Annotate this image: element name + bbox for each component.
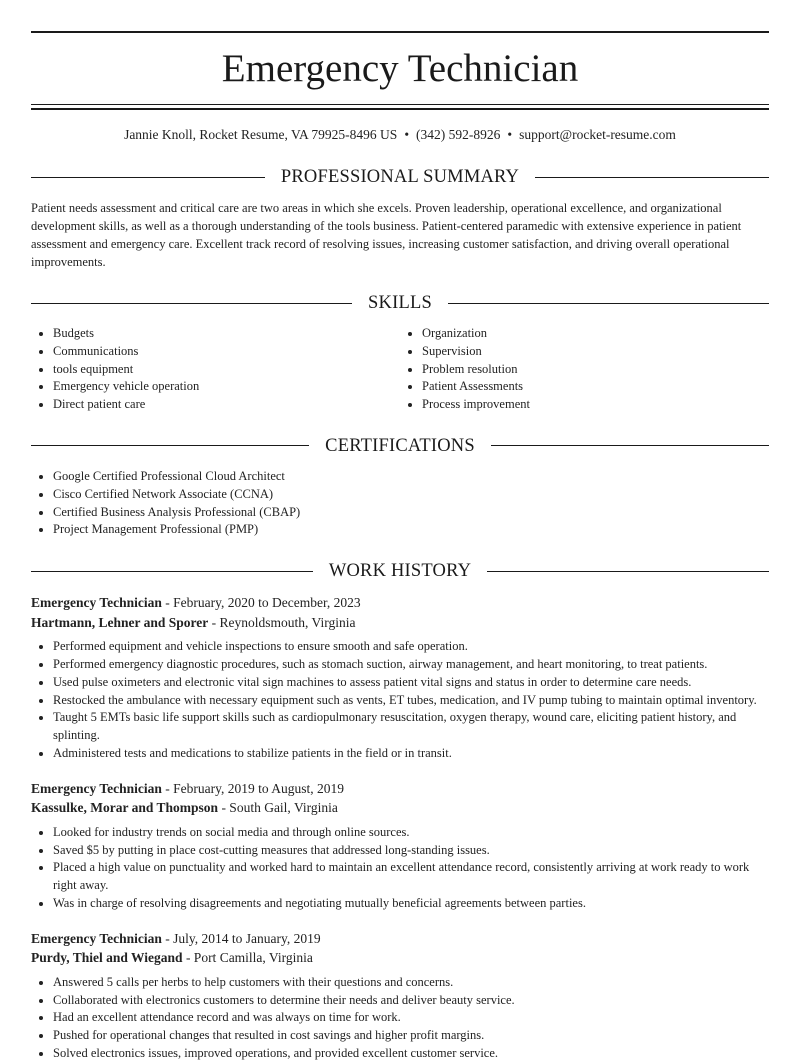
skill-item: • Emergency vehicle operation: [53, 378, 400, 396]
job-bullets: [31, 974, 769, 1063]
job-bullets: [31, 824, 769, 913]
resume-page: [31, 0, 769, 1063]
section-header-skills: [31, 291, 769, 315]
job-title: Emergency Technician: [31, 780, 162, 796]
section-rule: [31, 303, 352, 304]
skill-item: • Organization: [422, 325, 769, 343]
section-header-certifications: [31, 434, 769, 458]
contact-address: Jannie Knoll, Rocket Resume, VA 79925-8496 US: [124, 127, 398, 142]
job-bullets: [31, 638, 769, 763]
job-dates: - February, 2019 to August, 2019: [161, 780, 344, 796]
resume-title: Emergency Technician: [221, 47, 579, 90]
section-rule: [487, 571, 769, 572]
job-location: - Reynoldsmouth, Virginia: [208, 614, 356, 630]
job-bullet: • Used pulse oximeters and electronic vital sign machines to assess patient vital signs and status in order to determine care needs.: [53, 674, 769, 692]
section-rule: [31, 445, 309, 446]
job-title-line: [31, 929, 769, 949]
job-company: Purdy, Thiel and Wiegand: [31, 950, 183, 966]
skill-item: • Direct patient care: [53, 396, 400, 414]
certifications-list: [31, 468, 769, 539]
skills-list-left: [31, 325, 400, 414]
skill-item: • Patient Assessments: [422, 378, 769, 396]
section-header-summary: [31, 165, 769, 189]
section-rule: [491, 445, 769, 446]
job-bullet: • Collaborated with electronics customers to determine their needs and deliver beauty service.: [53, 992, 769, 1010]
skill-item: • Supervision: [422, 343, 769, 361]
contact-line: [31, 125, 769, 145]
job-bullet: • Restocked the ambulance with necessary equipment such as vents, ET tubes, medication, and IV pump tubing to maintain optimal inventory.: [53, 692, 769, 710]
skills-columns: [31, 325, 769, 414]
job-bullet: • Had an excellent attendance record and was always on time for work.: [53, 1009, 769, 1027]
job-dates: - July, 2014 to January, 2019: [161, 930, 321, 946]
job-bullet: • Looked for industry trends on social media and through online sources.: [53, 824, 769, 842]
job-title-line: [31, 593, 769, 613]
job-entry: [31, 929, 769, 1063]
section-rule: [31, 177, 265, 178]
job-bullet: • Performed emergency diagnostic procedures, such as stomach suction, airway management, and heart monitoring, to treat patients.: [53, 656, 769, 674]
section-title-work-history: WORK HISTORY: [328, 561, 472, 582]
job-bullet: • Solved electronics issues, improved operations, and provided excellent customer service.: [53, 1045, 769, 1063]
section-title-certifications: CERTIFICATIONS: [325, 435, 475, 456]
section-title-summary: PROFESSIONAL SUMMARY: [280, 167, 520, 187]
certification-item: • Certified Business Analysis Professional (CBAP): [53, 504, 769, 522]
job-bullet: • Administered tests and medications to stabilize patients in the field or in transit.: [53, 745, 769, 763]
job-entry: [31, 779, 769, 913]
job-company-line: [31, 948, 769, 968]
job-title-line: [31, 779, 769, 799]
summary-text: Patient needs assessment and critical care are two areas in which she excels. Proven leadership, operational excellence, and organizational development skills, as well as a thorough understanding of the tools business. Patient-centered paramedic with extensive experience in patient assessment and emergency care. Excellent track record of resolving issues, increasing customer satisfaction, and driving overall operational improvements.: [31, 201, 742, 269]
certification-item: • Project Management Professional (PMP): [53, 521, 769, 539]
skill-item: • Communications: [53, 343, 400, 361]
job-location: - South Gail, Virginia: [218, 800, 338, 816]
certification-item: • Cisco Certified Network Associate (CCNA): [53, 486, 769, 504]
contact-phone: (342) 592-8926: [416, 127, 501, 142]
skills-list-right: [400, 325, 769, 414]
certification-item: • Google Certified Professional Cloud Architect: [53, 468, 769, 486]
job-bullet: • Was in charge of resolving disagreements and negotiating mutually beneficial agreements between parties.: [53, 895, 769, 913]
job-location: - Port Camilla, Virginia: [182, 950, 313, 966]
job-bullet: • Taught 5 EMTs basic life support skills such as cardiopulmonary resuscitation, oxygen therapy, wound care, eliciting patient history, and splinting.: [53, 709, 769, 745]
job-title: Emergency Technician: [31, 595, 162, 611]
skill-item: • Process improvement: [422, 396, 769, 414]
section-rule: [535, 177, 769, 178]
job-bullet: • Placed a high value on punctuality and worked hard to maintain an excellent attendance record, consistently arriving at work ready to work right away.: [53, 859, 769, 895]
job-company: Kassulke, Morar and Thompson: [31, 800, 219, 816]
job-bullet: • Performed equipment and vehicle inspections to ensure smooth and safe operation.: [53, 638, 769, 656]
skill-item: • tools equipment: [53, 361, 400, 379]
job-company-line: [31, 613, 769, 633]
job-company-line: [31, 798, 769, 818]
job-dates: - February, 2020 to December, 2023: [161, 595, 361, 611]
skill-item: • Budgets: [53, 325, 400, 343]
contact-separator: •: [404, 127, 410, 142]
contact-separator: •: [507, 127, 513, 142]
contact-email: support@rocket-resume.com: [519, 127, 676, 142]
job-title: Emergency Technician: [31, 930, 162, 946]
job-bullet: • Saved $5 by putting in place cost-cutting measures that addressed long-standing issues.: [53, 842, 769, 860]
skill-item: • Problem resolution: [422, 361, 769, 379]
job-entry: [31, 593, 769, 763]
job-bullet: • Pushed for operational changes that resulted in cost savings and higher profit margins.: [53, 1027, 769, 1045]
title-double-rule: [31, 104, 769, 110]
section-header-work-history: [31, 559, 769, 583]
top-rule: [31, 31, 769, 33]
section-rule: [31, 571, 313, 572]
section-rule: [448, 303, 769, 304]
job-company: Hartmann, Lehner and Sporer: [31, 614, 209, 630]
section-title-skills: SKILLS: [368, 293, 432, 313]
job-bullet: • Answered 5 calls per herbs to help customers with their questions and concerns.: [53, 974, 769, 992]
